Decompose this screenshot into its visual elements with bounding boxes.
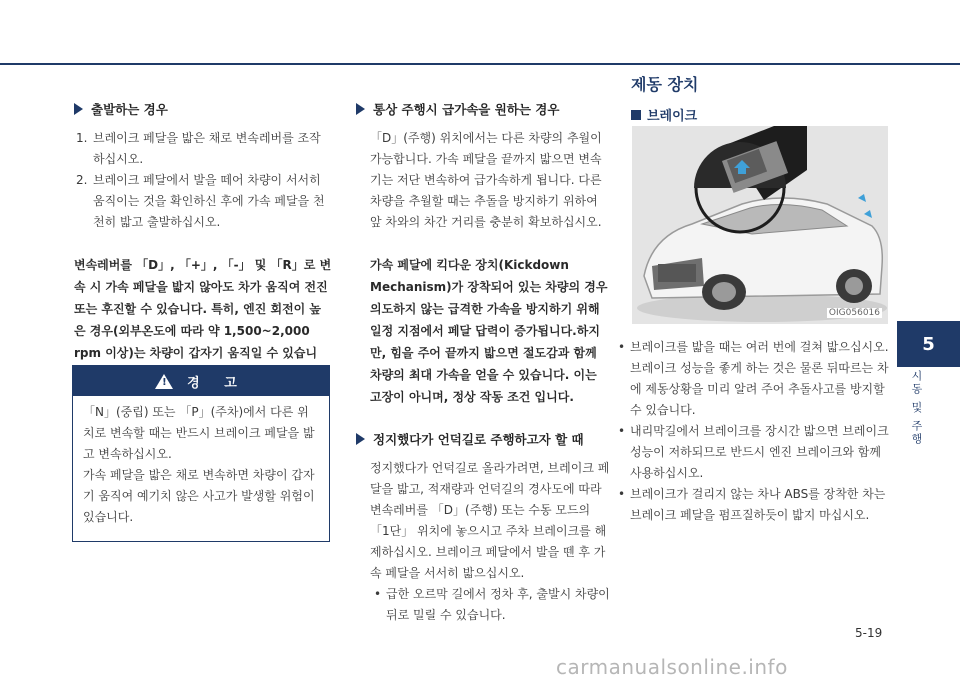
triangle-bullet-icon xyxy=(356,103,365,115)
uphill-bullets xyxy=(356,584,612,626)
step-text: 브레이크 페달을 밟은 채로 변속레버를 조작하십시오. xyxy=(93,131,321,166)
top-rule xyxy=(0,63,960,65)
triangle-bullet-icon xyxy=(74,103,83,115)
page-number: 5-19 xyxy=(855,626,883,640)
bullet-item xyxy=(614,421,896,484)
bullet-item xyxy=(614,484,896,526)
brake-bullets xyxy=(614,337,896,526)
bullet-item xyxy=(370,584,612,626)
step-text: 브레이크 페달에서 발을 떼어 차량이 서서히 움직이는 것을 확인하신 후에 가속 페달을 천천히 밟고 출발하십시오. xyxy=(93,173,325,229)
shift-caution-text: 변속레버를 「D」, 「+」, 「-」 및 「R」로 변속 시 가속 페달을 밟지 않아도 차가 움직여 전진 또는 후진할 수 있습니다. 특히, 엔진 회전이 높은 경우(외부온도에 따라 약 1,500~2,000 rpm 이상)는 차량이 갑자기 움직일 수 있습니 xyxy=(74,258,332,360)
warning-line: 가속 페달을 밟은 채로 변속하면 차량이 갑자기 움직여 예기치 않은 사고가 발생할 위험이 있습니다. xyxy=(83,468,315,524)
bullet-text: 브레이크가 걸리지 않는 차나 ABS를 장착한 차는 브레이크 페달을 펌프질하듯이 밟지 마십시오. xyxy=(630,487,886,522)
warning-title: 경 고 xyxy=(187,375,247,391)
heading-uphill-text: 정지했다가 언덕길로 주행하고자 할 때 xyxy=(373,432,584,447)
square-bullet-icon xyxy=(631,110,641,120)
column-middle xyxy=(356,100,612,626)
column-right xyxy=(627,72,895,124)
car-brake-illustration xyxy=(632,126,888,324)
step-item xyxy=(74,128,332,170)
step-number: 2. xyxy=(76,173,88,187)
bullet-text: 브레이크를 밟을 때는 여러 번에 걸쳐 밟으십시오. 브레이크 성능을 좋게 하는 것은 물론 뒤따르는 차에 제동상황을 미리 알려 주어 추돌사고를 방지할 수 있습니다. xyxy=(630,340,889,417)
step-item xyxy=(74,170,332,233)
bullet-text: 급한 오르막 길에서 정차 후, 출발시 차량이 뒤로 밀릴 수 있습니다. xyxy=(386,587,610,622)
bullet-dot: • xyxy=(618,487,626,501)
chapter-number-tab[interactable]: 5 xyxy=(897,321,960,367)
sub-heading-brake xyxy=(631,105,895,124)
warning-header xyxy=(73,366,329,396)
step-number: 1. xyxy=(76,131,88,145)
heading-starting-text: 출발하는 경우 xyxy=(91,102,168,117)
kickdown-text: 가속 페달에 킥다운 장치(Kickdown Mechanism)가 장착되어 있는 차량의 경우 의도하지 않는 급격한 가속을 방지하기 위해 일정 지점에서 페달 답력이 증가됩니다.하지만, 힘을 주어 끝까지 밟으면 절도감과 함께 차량의 최대 가속을 얻을 수 있습니다. 이는 고장이 아니며, 정상 작동 조건 입니다. xyxy=(370,258,608,404)
figure-code: OIG056016 xyxy=(828,308,880,318)
section-title-braking: 제동 장치 xyxy=(631,75,699,94)
bullet-dot: • xyxy=(618,424,626,438)
bullet-item xyxy=(614,337,896,421)
bullet-text: 내리막길에서 브레이크를 장시간 밟으면 브레이크 성능이 저하되므로 반드시 엔진 브레이크와 함께 사용하십시오. xyxy=(630,424,889,480)
heading-uphill xyxy=(356,430,612,448)
warning-triangle-icon: ! xyxy=(155,374,173,389)
triangle-bullet-icon xyxy=(356,433,365,445)
chapter-label: 시동 및 주행 xyxy=(910,370,923,446)
heading-rapid-accel-text: 통상 주행시 급가속을 원하는 경우 xyxy=(373,102,560,117)
warning-body xyxy=(73,396,329,528)
bullet-dot: • xyxy=(374,587,382,601)
heading-rapid-accel xyxy=(356,100,612,118)
bullet-dot: • xyxy=(618,340,626,354)
warning-line: 「N」(중립) 또는 「P」(주차)에서 다른 위치로 변속할 때는 반드시 브레이크 페달을 밟고 변속하십시오. xyxy=(83,405,315,461)
car-illustration-svg xyxy=(632,126,888,324)
heading-starting xyxy=(74,100,332,118)
sub-heading-text: 브레이크 xyxy=(647,109,698,124)
watermark: carmanualsonline.info xyxy=(556,655,788,679)
column-left xyxy=(74,100,332,386)
uphill-text: 정지했다가 언덕길로 올라가려면, 브레이크 페달을 밟고, 적재량과 언덕길의 경사도에 따라 변속레버를 「D」(주행) 또는 수동 모드의 「1단」 위치에 놓으시고 주차 브레이크를 해제하십시오. 브레이크 페달에서 발을 뗀 후 가속 페달을 서서히 밟으십시오. xyxy=(370,461,610,580)
rapid-accel-text: 「D」(주행) 위치에서는 다른 차량의 추월이 가능합니다. 가속 페달을 끝까지 밟으면 변속기는 저단 변속하여 급가속하게 됩니다. 다른 차량을 추월할 때는 추돌을 방지하기 위하여 앞 차와의 차간 거리를 충분히 확보하십시오. xyxy=(370,131,602,229)
starting-steps xyxy=(74,128,332,233)
warning-box xyxy=(72,365,330,542)
